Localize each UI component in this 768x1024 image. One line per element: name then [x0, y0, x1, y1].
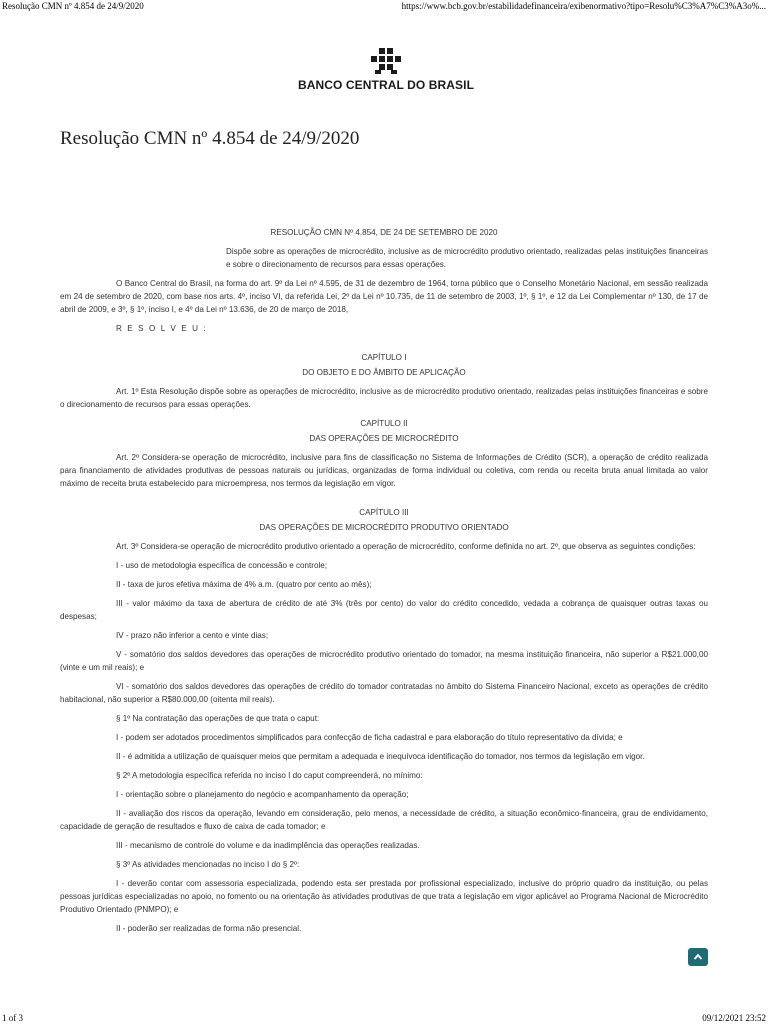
document-body	[60, 226, 708, 941]
ementa: Dispõe sobre as operações de microcrédito, inclusive as de microcrédito produtivo orientado, realizadas pelas instituições financeiras e sobre o direcionamento de recursos para essas operações.	[226, 247, 708, 269]
paragraph-2-item-i: I - orientação sobre o planejamento do negócio e acompanhamento da operação;	[116, 790, 409, 799]
paragraph-3-item-ii: II - poderão ser realizadas de forma não presencial.	[116, 924, 302, 933]
print-header	[0, 1, 768, 11]
print-timestamp: 09/12/2021 23:52	[702, 1013, 766, 1023]
preamble: O Banco Central do Brasil, na forma do art. 9º da Lei nº 4.595, de 31 de dezembro de 1964, torna público que o Conselho Monetário Nacional, em sessão realizada em 24 de setembro de 2020, com base nos arts. 4º, inciso VI, da referida Lei, 2º da Lei nº 10.735, de 11 de setembro de 2003, 1º, § 1º, e 12 da Lei Complementar nº 130, de 17 de abril de 2009, e 3º, § 1º, inciso I, e 4º da Lei nº 13.636, de 20 de março de 2018,	[60, 279, 708, 314]
chapter-3-title: DAS OPERAÇÕES DE MICROCRÉDITO PRODUTIVO ORIENTADO	[259, 523, 509, 532]
page-title: Resolução CMN nº 4.854 de 24/9/2020	[60, 128, 360, 149]
article-3-item-i: I - uso de metodologia específica de concessão e controle;	[116, 561, 328, 570]
print-header-title: Resolução CMN nº 4.854 de 24/9/2020	[2, 1, 144, 11]
bcb-emblem-icon	[367, 46, 405, 76]
paragraph-1: § 1º Na contratação das operações de que trata o caput:	[116, 714, 320, 723]
chapter-1-label: CAPÍTULO I	[361, 353, 407, 362]
page-counter: 1 of 3	[2, 1013, 23, 1023]
paragraph-1-item-ii: II - é admitida a utilização de quaisquer meios que permitam a adequada e inequívoca identificação do tomador, nos termos da legislação em vigor.	[116, 752, 645, 761]
paragraph-3: § 3º As atividades mencionadas no inciso I do § 2º:	[116, 860, 300, 869]
paragraph-2-item-ii: II - avaliação dos riscos da operação, levando em consideração, pelo menos, a necessidade de crédito, a situação econômico-financeira, grau de endividamento, capacidade de geração de resultados e fluxo de caixa de cada tomador; e	[60, 809, 708, 831]
print-footer	[0, 1013, 768, 1023]
print-header-url: https://www.bcb.gov.br/estabilidadefinanceira/exibenormativo?tipo=Resolu%C3%A7%C3%A3o%...	[401, 1, 766, 11]
article-3-item-v: V - somatório dos saldos devedores das operações de microcrédito produtivo orientado do tomador, na mesma instituição financeira, não superior a R$21.000,00 (vinte e um mil reais); e	[60, 650, 708, 672]
article-2: Art. 2º Considera-se operação de microcrédito, inclusive para fins de classificação no Sistema de Informações de Crédito (SCR), a operação de crédito realizada para financiamento de atividades produtivas de pessoas naturais ou jurídicas, organizadas de forma individual ou coletiva, com renda ou receita bruta anual limitada ao valor máximo de receita bruta estabelecido para microempresa, nos termos da legislação em vigor.	[60, 453, 708, 488]
chapter-2-label: CAPÍTULO II	[360, 419, 408, 428]
paragraph-1-item-i: I - podem ser adotados procedimentos simplificados para confecção de ficha cadastral e para elaboração do título representativo da dívida; e	[116, 733, 623, 742]
chapter-2-title: DAS OPERAÇÕES DE MICROCRÉDITO	[309, 434, 459, 443]
article-1: Art. 1º Esta Resolução dispõe sobre as operações de microcrédito, inclusive as de microcrédito produtivo orientado, realizadas pelas instituições financeiras e sobre o direcionamento de recursos para essas operações.	[60, 387, 708, 409]
article-3: Art. 3º Considera-se operação de microcrédito produtivo orientado a operação de microcrédito, conforme definida no art. 2º, que observa as seguintes condições:	[116, 542, 696, 551]
chevron-up-icon	[693, 953, 703, 961]
resolve-line: R E S O L V E U :	[116, 324, 208, 333]
back-to-top-button[interactable]	[688, 948, 708, 966]
article-3-item-iii: III - valor máximo da taxa de abertura de crédito de até 3% (três por cento) do valor do crédito concedido, vedada a cobrança de quaisquer outras taxas ou despesas;	[60, 599, 708, 621]
paragraph-2-item-iii: III - mecanismo de controle do volume e da inadimplência das operações realizadas.	[116, 841, 420, 850]
paragraph-2: § 2º A metodologia específica referida no inciso I do caput compreenderá, no mínimo:	[116, 771, 423, 780]
chapter-3-label: CAPÍTULO III	[359, 508, 409, 517]
article-3-item-ii: II - taxa de juros efetiva máxima de 4% a.m. (quatro por cento ao mês);	[116, 580, 372, 589]
article-3-item-vi: VI - somatório dos saldos devedores das operações de crédito do tomador contratadas no âmbito do Sistema Financeiro Nacional, exceto as operações de crédito habitacional, não superior a R$80.000,00 (oitenta mil reais).	[60, 682, 708, 704]
resolution-heading: RESOLUÇÃO CMN Nº 4.854, DE 24 DE SETEMBRO DE 2020	[270, 228, 498, 237]
article-3-item-iv: IV - prazo não inferior a cento e vinte dias;	[116, 631, 269, 640]
bcb-logo-name: BANCO CENTRAL DO BRASIL	[297, 78, 475, 92]
chapter-1-title: DO OBJETO E DO ÂMBITO DE APLICAÇÃO	[302, 368, 466, 377]
bcb-logo	[296, 46, 476, 92]
paragraph-3-item-i: I - deverão contar com assessoria especializada, podendo esta ser prestada por profissional especializado, inclusive do próprio quadro da instituição, ou pelas pessoas jurídicas especializadas no apoio, no fomento ou na orientação às atividades produtivas de que trata a legislação em vigor aplicável ao Programa Nacional de Microcrédito Produtivo Orientado (PNMPO); e	[60, 879, 708, 914]
